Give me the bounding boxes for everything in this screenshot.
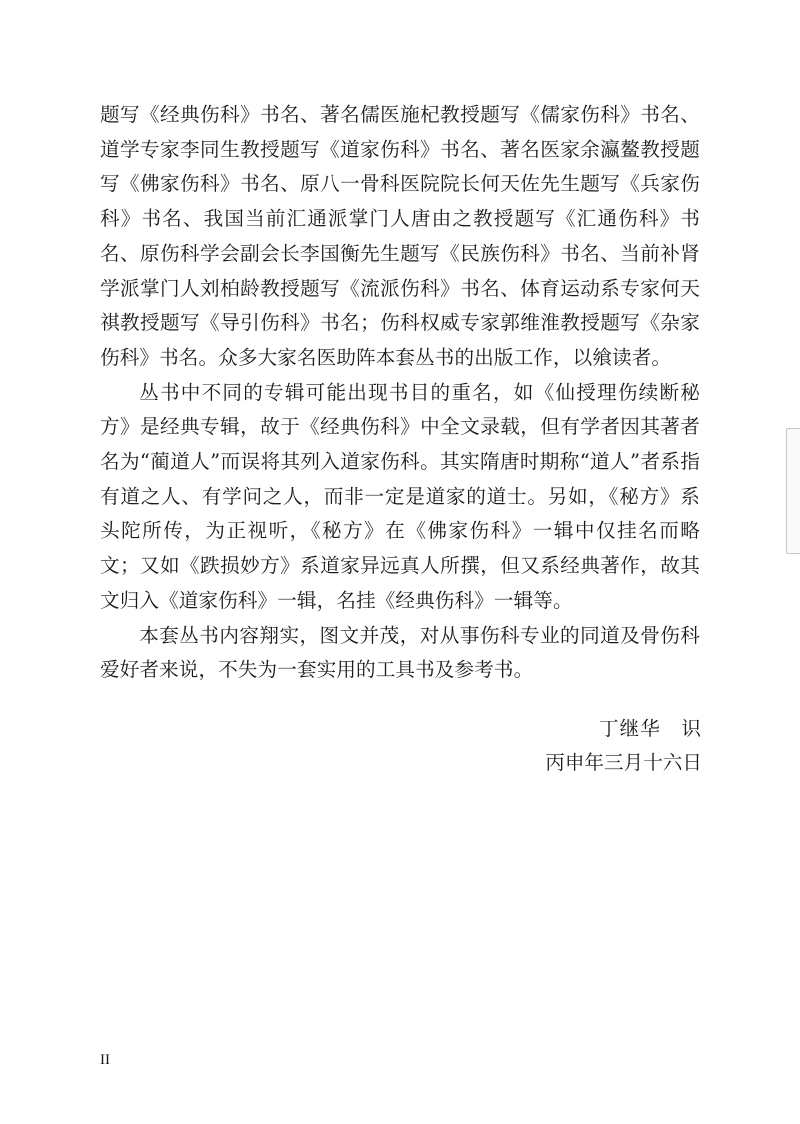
body-text <box>100 98 700 688</box>
signature-name: 丁继华 识 <box>599 717 702 740</box>
paragraph-continued: 题写《经典伤科》书名、著名儒医施杞教授题写《儒家伤科》书名、道学专家李同生教授题写《道家伤科》书名、著名医家余瀛鳌教授题写《佛家伤科》书名、原八一骨科医院院长何天佐先生题写《兵家伤科》书名、我国当前汇通派掌门人唐由之教授题写《汇通伤科》书名、原伤科学会副会长李国衡先生题写《民族伤科》书名、当前补肾学派掌门人刘柏龄教授题写《流派伤科》书名、体育运动系专家何天祺教授题写《导引伤科》书名；伤科权威专家郭维淮教授题写《杂家伤科》书名。众多大家名医助阵本套丛书的出版工作，以飨读者。 <box>100 103 700 369</box>
paragraph-duplicate-titles: 丛书中不同的专辑可能出现书目的重名，如《仙授理伤续断秘方》是经典专辑，故于《经典伤科》中全文录载，但有学者因其著者名为“蔺道人”而误将其列入道家伤科。其实隋唐时期称“道人”者系指有道之人、有学问之人，而非一定是道家的道士。另如，《秘方》系头陀所传，为正视听，《秘方》在《佛家伤科》一辑中仅挂名而略文；又如《跌损妙方》系道家异远真人所撰，但又系经典著作，故其文归入《道家伤科》一辑，名挂《经典伤科》一辑等。 <box>100 380 700 612</box>
signature-date: 丙申年三月十六日 <box>545 751 702 774</box>
paragraph-summary: 本套丛书内容翔实，图文并茂，对从事伤科专业的同道及骨伤科爱好者来说，不失为一套实用的工具书及参考书。 <box>100 623 700 682</box>
page-edge-tab <box>786 428 800 554</box>
page-number: II <box>100 1052 110 1068</box>
